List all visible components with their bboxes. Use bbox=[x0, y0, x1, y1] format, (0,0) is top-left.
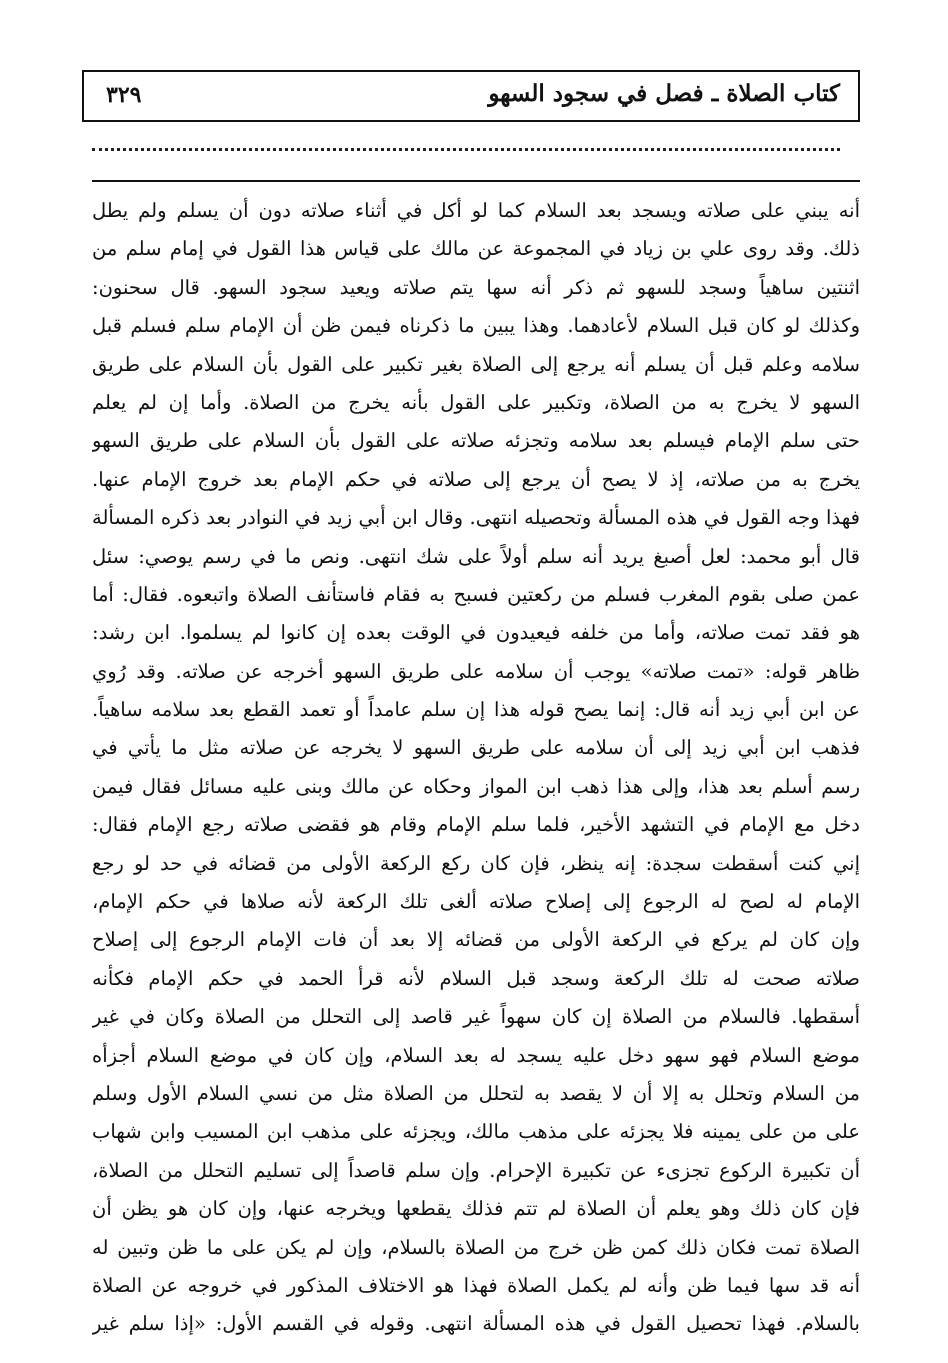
text-line: دخل مع الإمام في التشهد الأخير، فلما سلم الإمام وقام هو فقضى صلاته رجع الإمام فقال: bbox=[92, 813, 860, 837]
text-line: على من على يمينه فلا يجزئه على مذهب مالك، ويجزئه على مذهب ابن المسيب وابن شهاب bbox=[92, 1120, 860, 1144]
text-line: وإن كان لم يركع في الركعة الأولى من قضائه إلا بعد أن فات الإمام الرجوع إلى إصلاح bbox=[92, 928, 860, 952]
text-line: فذهب ابن أبي زيد إلى أن سلامه على طريق السهو لا يخرجه عن صلاته مثل ما يأتي في bbox=[92, 736, 860, 760]
text-line: فهذا وجه القول في هذه المسألة وتحصيله انتهى. وقال ابن أبي زيد في النوادر بعد ذكره المسألة bbox=[92, 506, 860, 530]
text-line: أنه يبني على صلاته ويسجد بعد السلام كما لو أكل في أثناء صلاته دون أن يسلم ولم يطل bbox=[92, 199, 860, 222]
body-text bbox=[92, 192, 860, 1344]
text-line: بالسلام. فهذا تحصيل القول في هذه المسألة انتهى. وقوله في القسم الأول: «إذا سلم غير bbox=[92, 1312, 860, 1336]
text-line: إني كنت أسقطت سجدة: إنه ينظر، فإن كان ركع الركعة الأولى من قضائه في حد لو رجع bbox=[92, 851, 860, 875]
text-line: صلاته صحت له تلك الركعة وسجد قبل السلام لأنه قرأ الحمد في حكم الإمام فكأنه bbox=[92, 966, 860, 990]
text-line: أنه قد سها فيما ظن وأنه لم يكمل الصلاة فهذا هو الاختلاف المذكور في خروجه عن الصلاة bbox=[92, 1273, 860, 1297]
text-line: موضع السلام فهو سهو دخل عليه يسجد له بعد السلام، وإن كان في موضع السلام أجزأه bbox=[92, 1043, 860, 1067]
text-line: أسقطها. فالسلام من الصلاة إن كان سهواً غير قاصد إلى التحلل من الصلاة وكان في غير bbox=[92, 1005, 860, 1029]
header-title: كتاب الصلاة ـ فصل في سجود السهو bbox=[488, 80, 840, 107]
text-line: من السلام وتحلل به إلا أن لا يقصد به لتحلل من الصلاة مثل من نسي السلام الأول وسلم bbox=[92, 1081, 860, 1105]
text-line: الصلاة تمت فكان ذلك كمن ظن خرج من الصلاة بالسلام، وإن لم يكن على ما ظن وتبين له bbox=[92, 1235, 860, 1259]
dotted-separator bbox=[92, 148, 840, 151]
text-line: أن تكبيرة الركوع تجزىء عن تكبيرة الإحرام. وإن سلم قاصداً إلى تسليم التحلل من الصلاة، bbox=[92, 1158, 860, 1182]
text-line: قال أبو محمد: لعل أصبغ يريد أنه سلم أولاً على شك انتهى. ونص ما في رسم يوصي: سئل bbox=[92, 544, 860, 568]
horizontal-rule bbox=[92, 180, 860, 182]
text-line: سلامه وعلم قبل أن يسلم أنه يرجع إلى الصلاة بغير تكبير على القول بأن السلام على طريق bbox=[92, 352, 860, 376]
text-line: السهو لا يخرج به من الصلاة، وتكبير على القول بأنه يخرج من الصلاة. وأما إن لم يعلم bbox=[92, 390, 860, 414]
text-line: وكذلك لو كان قبل السلام لأعادهما. وهذا يبين ما ذكرناه فيمن ظن أن الإمام سلم فسلم قبل bbox=[92, 314, 860, 338]
text-line: رسم أسلم بعد هذا، وإلى هذا ذهب ابن المواز وحكاه عن مالك وبنى عليه مسائل فقال فيمن bbox=[92, 774, 860, 798]
text-line: عمن صلى بقوم المغرب فسلم من ركعتين فسبح به فقام فاستأنف الصلاة واتبعوه. فقال: أما bbox=[92, 582, 860, 606]
page-number: ٣٢٩ bbox=[106, 82, 142, 108]
text-line: الإمام له لصح له الرجوع إلى إصلاح صلاته ألغى تلك الركعة لأنه صلاها في حكم الإمام، bbox=[92, 890, 860, 914]
text-line: هو فقد تمت صلاته، وأما من خلفه فيعيدون في الوقت بعده إن كانوا لم يسلموا. ابن رشد: bbox=[92, 621, 860, 645]
text-line: اثنتين ساهياً وسجد للسهو ثم ذكر أنه سها يتم صلاته ويعيد سجود السهو. قال سحنون: bbox=[92, 275, 860, 299]
running-header bbox=[82, 70, 860, 122]
text-line: عن ابن أبي زيد أنه قال: إنما يصح قوله هذا إن سلم عامداً أو تعمد القطع بعد سلامه ساهياً. bbox=[92, 698, 860, 722]
text-line: فإن كان ذلك وهو يعلم أن الصلاة لم تتم فذلك يقطعها ويخرجه عنها، وإن كان هو يظن أن bbox=[92, 1197, 860, 1221]
text-line: يخرج به من صلاته، إذ لا يصح أن يرجع إلى صلاته في حكم الإمام بعد خروج الإمام عنها. bbox=[92, 467, 860, 491]
text-line: ذلك. وقد روى علي بن زياد في المجموعة عن مالك على قياس هذا القول في إمام سلم من bbox=[92, 237, 860, 261]
text-line: ظاهر قوله: «تمت صلاته» يوجب أن سلامه على طريق السهو أخرجه عن صلاته. وقد رُوي bbox=[92, 659, 860, 683]
text-line: حتى سلم الإمام فيسلم بعد سلامه وتجزئه صلاته على القول بأن السلام على طريق السهو bbox=[92, 429, 860, 453]
